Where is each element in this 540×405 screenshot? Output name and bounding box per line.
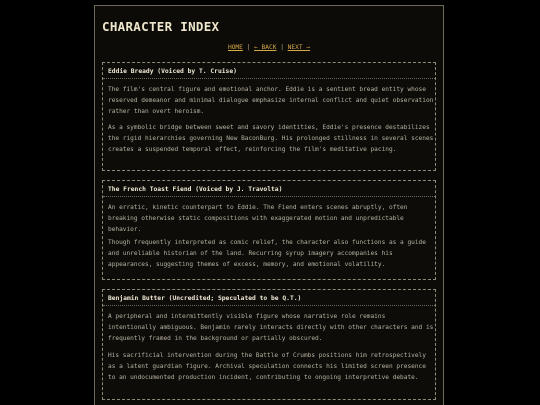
character-card-eddie <box>102 62 436 171</box>
character-name: Eddie Bready (Voiced by T. Cruise) <box>108 68 237 75</box>
next-link[interactable]: NEXT → <box>287 44 311 51</box>
nav-separator: | <box>280 44 284 51</box>
home-link[interactable]: HOME <box>227 44 243 51</box>
back-link[interactable]: ← BACK <box>254 44 277 51</box>
character-description: A peripheral and intermittently visible figure whose narrative role remains intentionally ambiguous. Benjamin rarely interacts directly with other characters and is frequently framed in the background or partially obscured. <box>108 313 434 342</box>
character-description: An erratic, kinetic counterpart to Eddie. The Fiend enters scenes abruptly, often breaking otherwise static compositions with exaggerated motion and unpredictable behavior. <box>108 204 408 233</box>
content-panel <box>94 5 444 405</box>
character-card-benjamin-butter <box>102 289 436 400</box>
divider <box>103 196 435 197</box>
divider <box>103 78 435 79</box>
nav-separator: | <box>246 44 251 51</box>
character-name: The French Toast Fiend (Voiced by J. Travolta) <box>108 186 283 193</box>
character-description: Though frequently interpreted as comic relief, the character also functions as a guide and unreliable historian of the land. Recurring syrup imagery accompanies his appearances, suggesting themes of excess, memory, and emotional volatility. <box>108 239 426 268</box>
character-card-french-toast-fiend <box>102 180 436 280</box>
character-description: The film's central figure and emotional anchor. Eddie is a sentient bread entity whose reserved demeanor and minimal dialogue emphasize internal conflict and quiet observation rather than overt heroism. <box>108 86 434 115</box>
character-description: His sacrificial intervention during the Battle of Crumbs positions him retrospectively as a latent guardian figure. Archival speculation connects his limited screen presence to an undocumented production incident, contributing to ongoing interpretive debate. <box>108 352 426 381</box>
character-description: As a symbolic bridge between sweet and savory identities, Eddie's presence destabilizes the rigid hierarchies governing New BaconBurg. His prolonged stillness in several scenes creates a suspended temporal effect, reinforcing the film's meditative pacing. <box>108 124 434 153</box>
character-name: Benjamin Butter (Uncredited; Speculated to be Q.T.) <box>108 295 302 302</box>
divider <box>103 305 435 306</box>
page-title: CHARACTER INDEX <box>102 19 220 34</box>
nav-bar <box>95 44 443 51</box>
